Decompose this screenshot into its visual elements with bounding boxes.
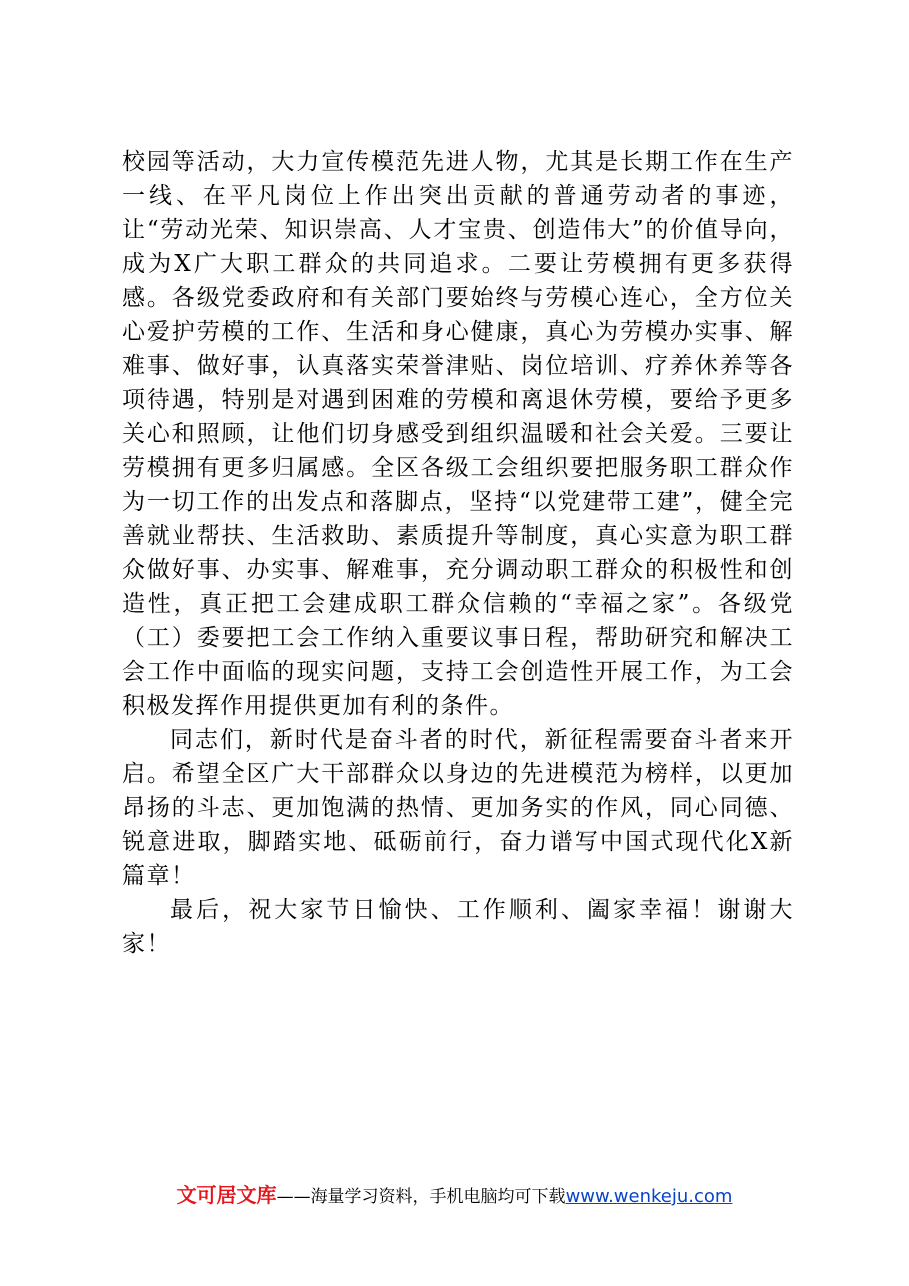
paragraph-1: 校园等活动，大力宣传模范先进人物，尤其是长期工作在生产一线、在平凡岗位上作出突出贡献的普通劳动者的事迹，让“劳动光荣、知识崇高、人才宝贵、创造伟大”的价值导向，成为X广大职工群众的共同追求。二要让劳模拥有更多获得感。各级党委政府和有关部门要始终与劳模心连心，全方位关心爱护劳模的工作、生活和身心健康，真心为劳模办实事、解难事、做好事，认真落实荣誉津贴、岗位培训、疗养休养等各项待遇，特别是对遇到困难的劳模和离退休劳模，要给予更多关心和照顾，让他们切身感受到组织温暖和社会关爱。三要让劳模拥有更多归属感。全区各级工会组织要把服务职工群众作为一切工作的出发点和落脚点，坚持“以党建带工建”，健全完善就业帮扶、生活救助、素质提升等制度，真心实意为职工群众做好事、办实事、解难事，充分调动职工群众的积极性和创造性，真正把工会建成职工群众信赖的“幸福之家”。各级党（工）委要把工会工作纳入重要议事日程，帮助研究和解决工会工作中面临的现实问题，支持工会创造性开展工作，为工会积极发挥作用提供更加有利的条件。 [122, 149, 794, 719]
paragraph-2: 同志们，新时代是奋斗者的时代，新征程需要奋斗者来开启。希望全区广大干部群众以身边的先进模范为榜样，以更加昂扬的斗志、更加饱满的热情、更加务实的作风，同心同德、锐意进取，脚踏实地、砥砺前行，奋力谱写中国式现代化X新篇章！ [122, 727, 794, 889]
footer-website-link[interactable]: www.wenkeju.com [565, 1186, 733, 1207]
footer-banner [0, 1182, 909, 1210]
footer-slogan: ——海量学习资料，手机电脑均可下载 [276, 1187, 566, 1207]
footer-brand: 文可居文库 [176, 1183, 277, 1207]
paragraph-3: 最后，祝大家节日愉快、工作顺利、阖家幸福！谢谢大家！ [122, 897, 794, 957]
document-body [122, 145, 794, 961]
